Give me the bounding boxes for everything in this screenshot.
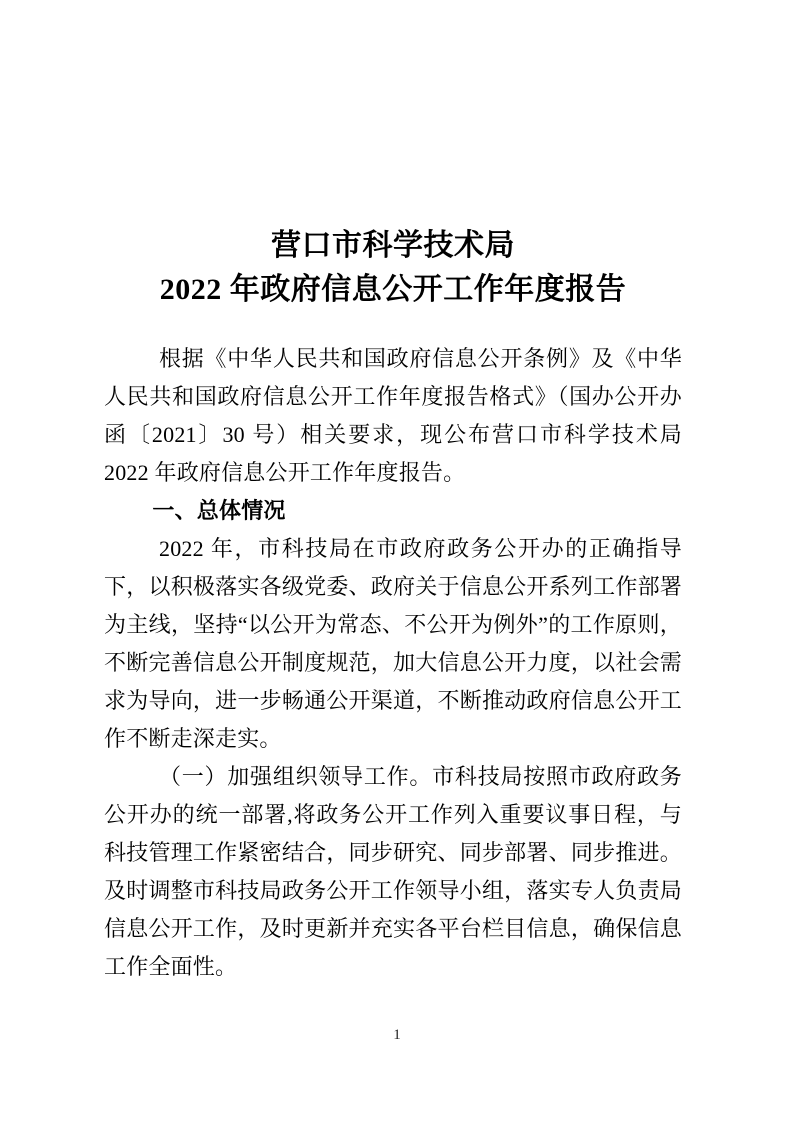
section-1-paragraph: 2022 年，市科技局在市政府政务公开办的正确指导下，以积极落实各级党委、政府关于信息公开系列工作部署为主线，坚持“以公开为常态、不公开为例外”的工作原则，不断完善信息公开制度规范，加大信息公开力度，以社会需求为导向，进一步畅通公开渠道，不断推动政府信息公开工作不断走深走实。 [104,536,682,751]
subsection-1-body: 市科技局按照市政府政务公开办的统一部署,将政务公开工作列入重要议事日程，与科技管理工作紧密结合，同步研究、同步部署、同步推进。及时调整市科技局政务公开工作领导小组，落实专人负责局信息公开工作，及时更新并充实各平台栏目信息，确保信息工作全面性。 [104,764,683,979]
document-title [104,224,682,312]
title-line-1: 营口市科学技术局 [271,229,515,262]
page-number: 1 [393,1027,401,1043]
subsection-1-paragraph [104,758,682,986]
subsection-1-lead: （一）加强组织领导工作。 [159,764,433,789]
title-line-2: 2022 年政府信息公开工作年度报告 [159,273,627,306]
intro-paragraph: 根据《中华人民共和国政府信息公开条例》及《中华人民共和国政府信息公开工作年度报告格式》（国办公开办函〔2021〕30 号）相关要求，现公布营口市科学技术局 2022 年政府信息公开工作年度报告。 [104,346,682,485]
section-1-heading: 一、总体情况 [152,498,286,523]
